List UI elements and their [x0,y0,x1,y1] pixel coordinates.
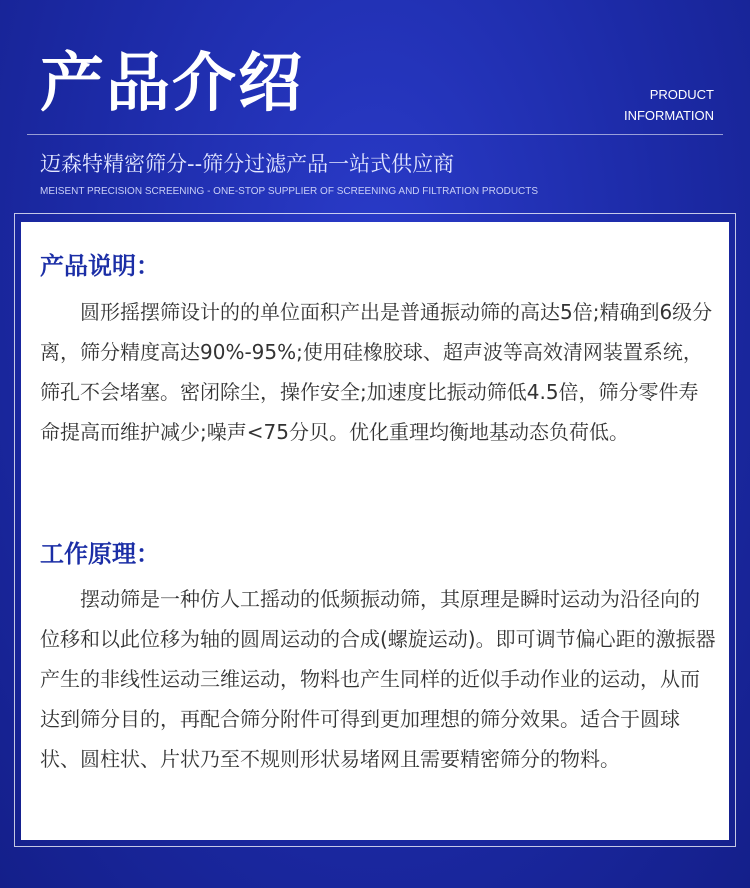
section-title-product-description: 产品说明： [40,252,160,280]
section-body-working-principle: 摆动筛是一种仿人工摇动的低频振动筛，其原理是瞬时运动为沿径向的位移和以此位移为轴的圆周运动的合成(螺旋运动)。即可调节偏心距的激振器产生的非线性运动三维运动，物料也产生同样的近似手动作业的运动，从而达到筛分目的，再配合筛分附件可得到更加理想的筛分效果。适合于圆球状、圆柱状、片状乃至不规则形状易堵网且需要精密筛分的物料。 [40,587,716,771]
content-card [21,222,729,840]
page-title: 产品介绍 [40,47,304,121]
company-tagline-english: MEISENT PRECISION SCREENING - ONE-STOP SUPPLIER OF SCREENING AND FILTRATION PRODUCTS [40,186,539,197]
company-tagline: 迈森特精密筛分--筛分过滤产品一站式供应商 [40,152,455,176]
english-heading-line2: INFORMATION [623,108,714,123]
header-divider [27,134,723,135]
section-title-working-principle: 工作原理： [40,540,160,568]
english-heading [624,84,714,126]
english-heading-line1: PRODUCT [649,87,714,102]
section-body-product-description: 圆形摇摆筛设计的的单位面积产出是普通振动筛的高达5倍;精确到6级分离，筛分精度高达90%-95%;使用硅橡胶球、超声波等高效清网装置系统，筛孔不会堵塞。密闭除尘，操作安全;加速度比振动筛低4.5倍，筛分零件寿命提高而维护减少;噪声<75分贝。优化重理均衡地基动态负荷低。 [40,300,713,444]
